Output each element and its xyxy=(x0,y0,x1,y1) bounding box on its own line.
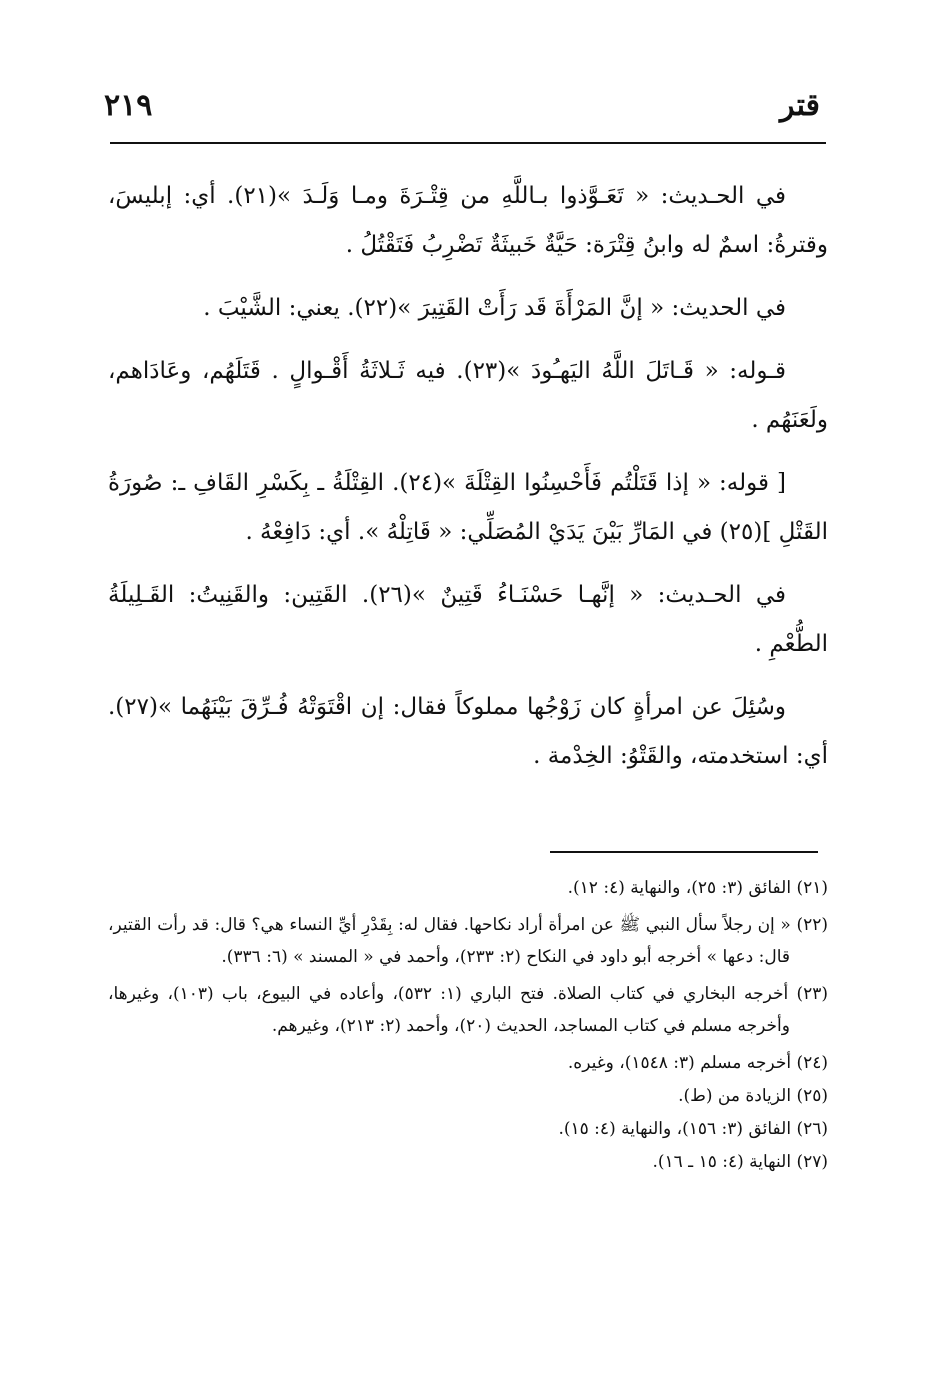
header-rule xyxy=(110,142,826,144)
footnote-27: (٢٧) النهاية (٤: ١٥ ـ ١٦). xyxy=(652,1152,828,1172)
paragraph-4: [ قوله: « إذا قَتَلْتُم فَأَحْسِنُوا القِتْلَةَ »(٢٤). القِتْلَةُ ـ بِكَسْرِ القَافِ ـ: صُورَةُ القَتْلِ ](٢٥) في المَارِّ بَيْنَ يَدَيْ المُصَلِّي: « قَاتِلْهُ ». أي: دَافِعْهُ . xyxy=(108,470,828,545)
page-number: ٢١٩ xyxy=(104,88,153,123)
paragraph-3: قـوله: « قَـاتَلَ اللَّهُ اليَهـُودَ »(٢٣). فيه ثَـلاثَةُ أَقْـوالٍ . قَتَلَهُم، وعَادَاهم، ولَعَنَهُم . xyxy=(108,358,828,433)
footnote-24: (٢٤) أخرجه مسلم (٣: ١٥٤٨)، وغيره. xyxy=(567,1053,828,1073)
footnotes xyxy=(108,872,828,1179)
footnote-26: (٢٦) الفائق (٣: ١٥٦)، والنهاية (٤: ١٥). xyxy=(558,1119,828,1139)
main-text xyxy=(108,172,828,795)
paragraph-2: في الحديث: « إنَّ المَرْأَةَ قَد رَأَتْ القَتِيرَ »(٢٢). يعني: الشَّيْبَ . xyxy=(203,295,786,321)
paragraph-6: وسُئِلَ عن امرأةٍ كان زَوْجُها مملوكاً فقال: إن اقْتَوَتْهُ فُـرِّقَ بَيْنَهُما »(٢٧). أي: استخدمته، والقَتْوُ: الخِدْمة . xyxy=(108,694,828,769)
footnote-22: (٢٢) « إن رجلاً سأل النبي ﷺ عن امرأة أراد نكاحها. فقال له: بِقَدْرِ أيِّ النساء هي؟ قال: قد رأت القتير، قال: دعها » أخرجه أبو داود في النكاح (٢: ٢٣٣)، وأحمد في « المسند » (٦: ٣٣٦). xyxy=(108,915,828,967)
entry-word-heading: قتر xyxy=(780,88,820,123)
paragraph-1: في الحـديث: « تَعَـوَّذوا بـاللَّهِ من قِتْـرَةَ ومـا وَلَـدَ »(٢١). أي: إبليسَ، وقترةُ: اسمٌ له وابنُ قِتْرَة: حَيَّةٌ خَبيثَةٌ تَضْرِبُ فَتَقْتُلُ . xyxy=(108,183,828,258)
paragraph-5: في الحـديث: « إنَّهـا حَسْنَـاءُ قَتِينٌ »(٢٦). القَتِين: والقَنِيتُ: القَـلِيلَةُ الطُّعْمِ . xyxy=(108,582,828,657)
footnote-25: (٢٥) الزيادة من (ط). xyxy=(678,1086,828,1106)
footnote-21: (٢١) الفائق (٣: ٢٥)، والنهاية (٤: ١٢). xyxy=(567,878,828,898)
page-header xyxy=(92,78,824,128)
footnote-separator xyxy=(550,851,818,853)
footnote-23: (٢٣) أخرجه البخاري في كتاب الصلاة. فتح الباري (١: ٥٣٢)، وأعاده في البيوع، باب (١٠٣)، وغيرها، وأخرجه مسلم في كتاب المساجد، الحديث (٢٠)، وأحمد (٢: ٢١٣)، وغيرهم. xyxy=(108,984,828,1036)
